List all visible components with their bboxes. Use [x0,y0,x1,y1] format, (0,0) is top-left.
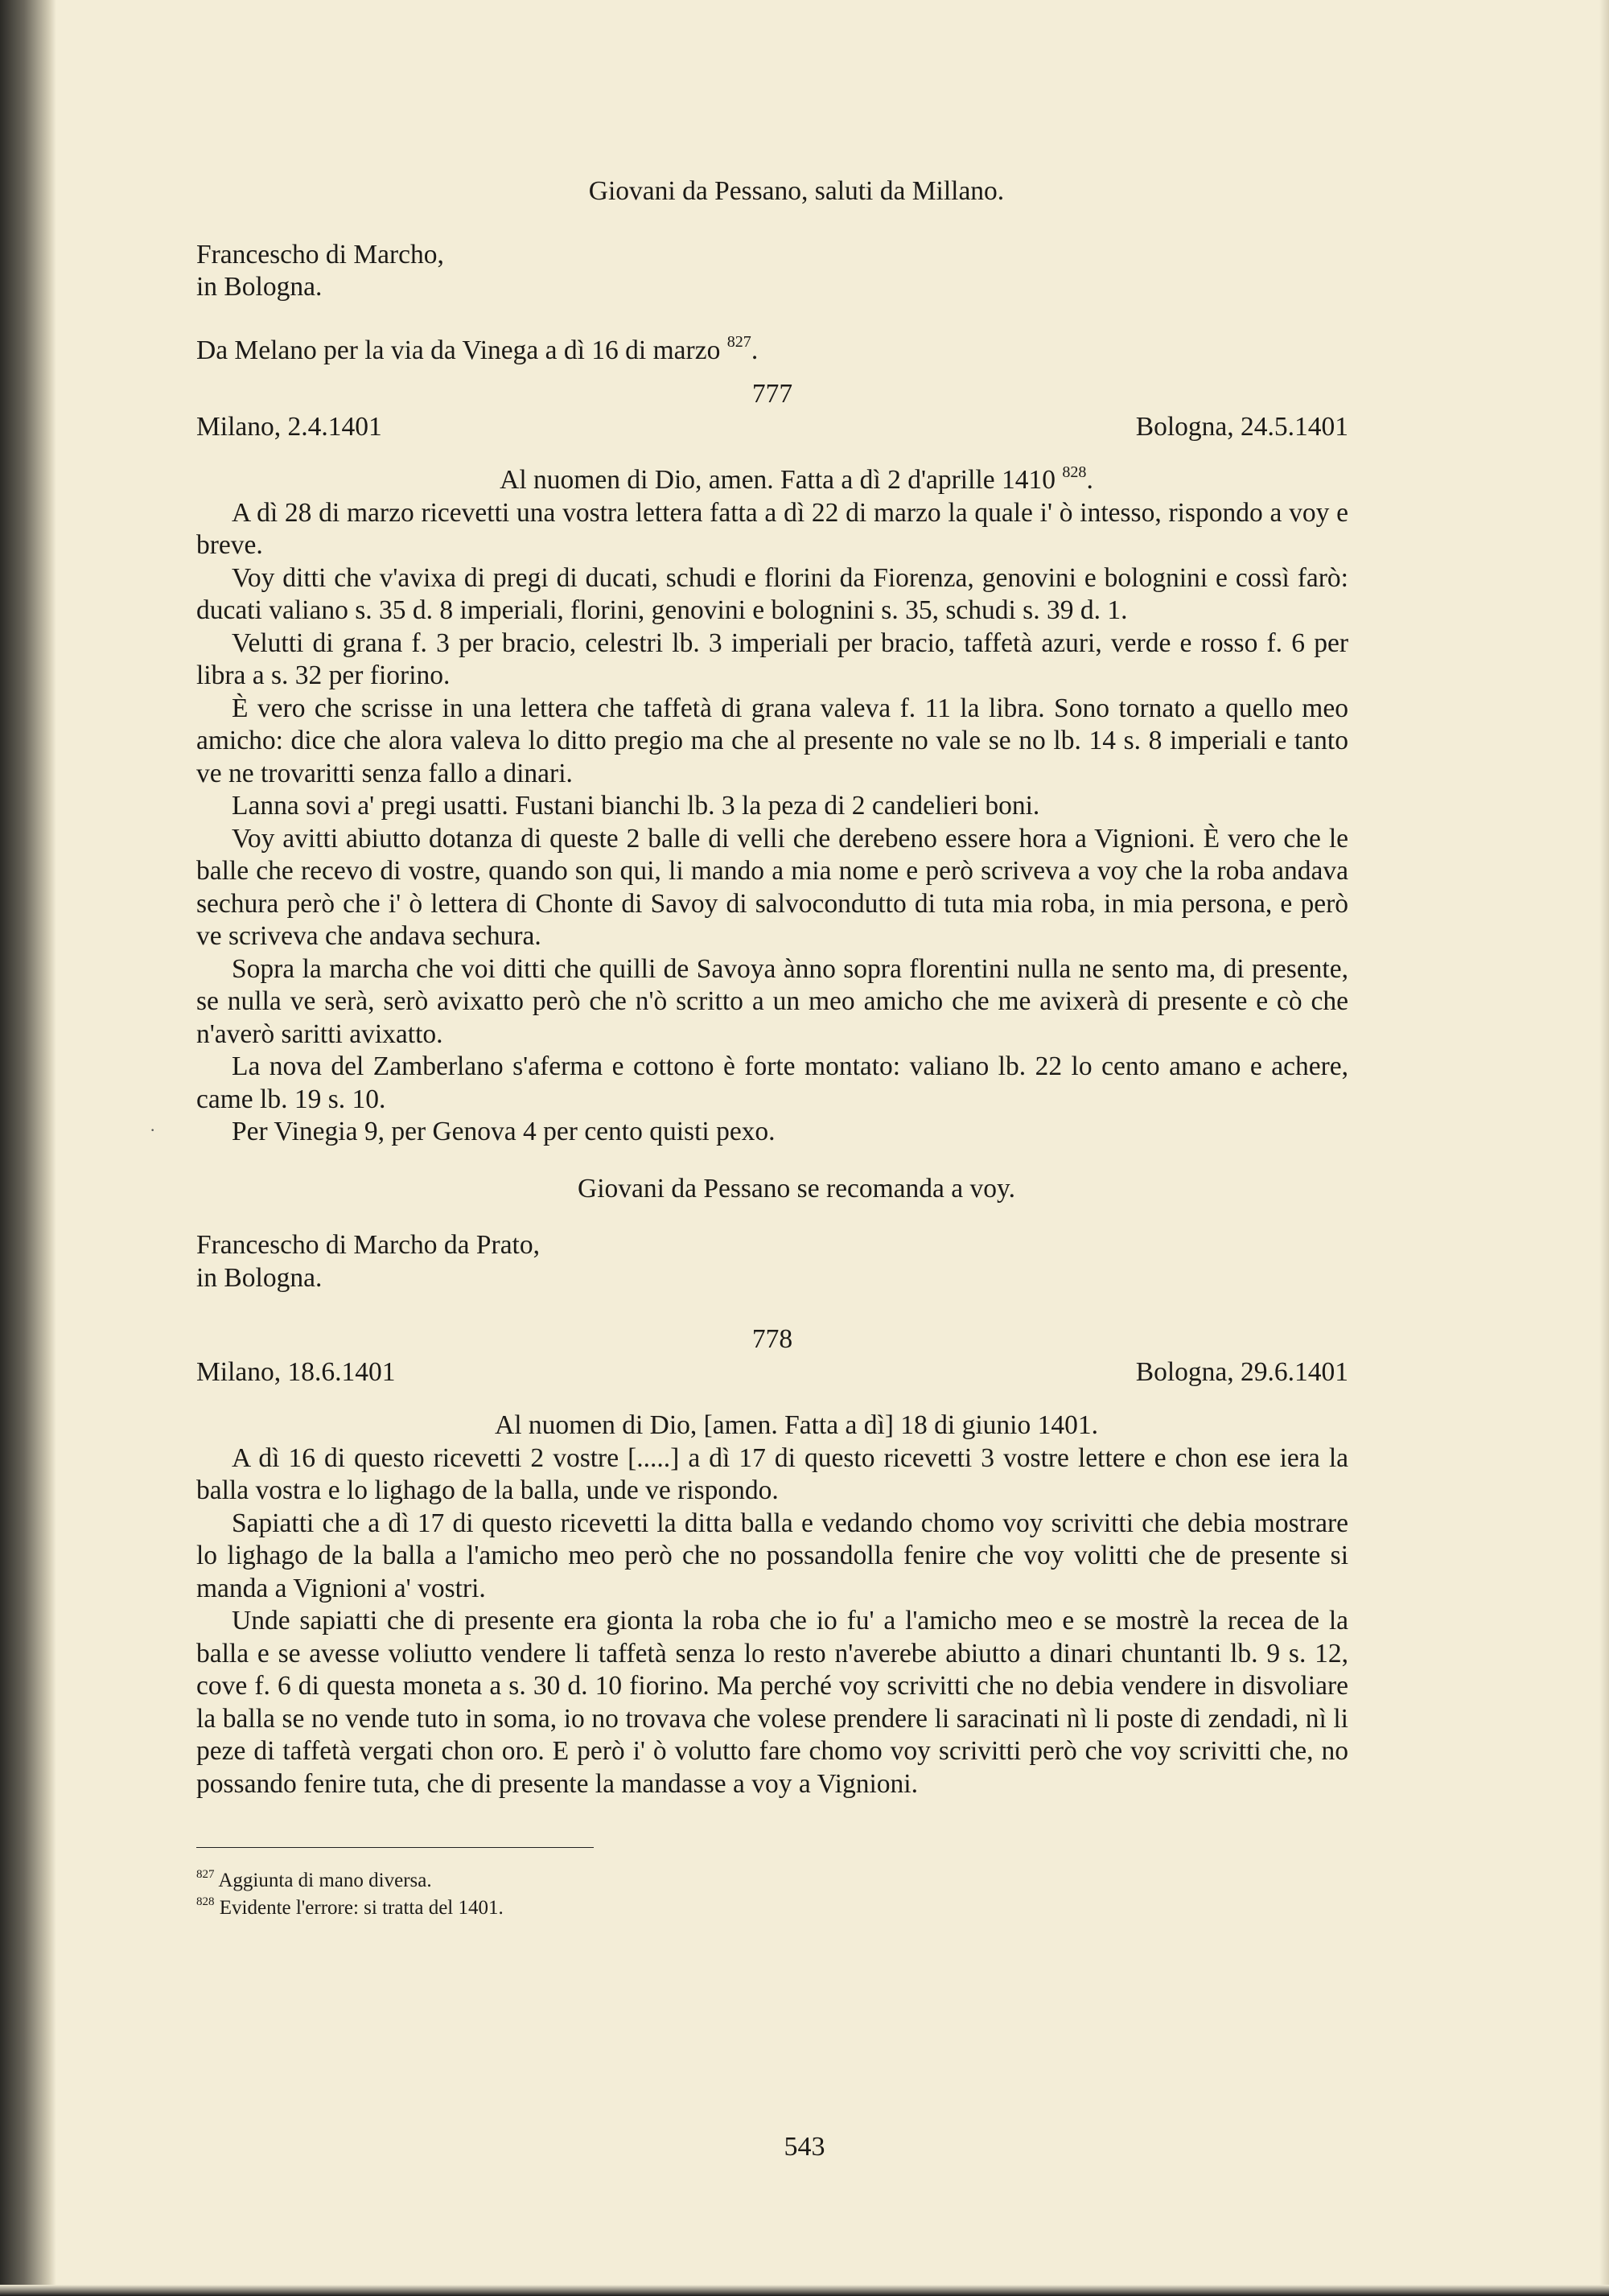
paragraph: A dì 16 di questo ricevetti 2 vostre [.....] a dì 17 di questo ricevetti 3 vostre lettere e chon ese iera la balla vostra e lo lighago de la balla, unde ve rispondo. [196,1442,1348,1505]
letter-number: 777 [751,379,793,409]
paragraph: Per Vinegia 9, per Genova 4 per cento quisti pexo. [232,1117,776,1146]
margin-dot: · [150,1120,156,1140]
page-edge [1599,0,1609,2296]
paragraph: È vero che scrisse in una lettera che taffetà di grana valeva f. 11 la libra. Sono tornato a quello meo amicho: dice che alora valeva lo ditto pregio ma che al presente no vale se no lb. 14 s. 8 imperiali e tanto ve ne trovaritti senza fallo a dinari. [196,693,1348,788]
footnote-number: 828 [196,1895,215,1909]
footnote-ref: 827 [726,333,751,352]
paragraph: A dì 28 di marzo ricevetti una vostra lettera fatta a dì 22 di marzo la quale i' ò intesso, rispondo a voy e breve. [196,497,1348,560]
paragraph: Lanna sovi a' pregi usatti. Fustani bianchi lb. 3 la peza di 2 candelieri boni. [232,791,1040,821]
recipient-line: in Bologna. [196,272,323,302]
footnote [196,1895,1348,1922]
footnote-ref: 828 [1062,463,1087,481]
salutation-text: Al nuomen di Dio, amen. Fatta a dì 2 d'aprille 1410 [500,465,1056,495]
salutation-end: . [1086,465,1093,495]
footnote-text: Aggiunta di mano diversa. [218,1870,432,1891]
book-gutter-shadow [0,0,56,2296]
paragraph: Unde sapiatti che di presente era gionta la roba che io fu' a l'amicho meo e se mostrè la recea de la balla e se avesse voliutto vendere li taffetà senza lo resto n'averebe abiutto a dinari chuntanti lb. 9 s. 12, cove f. 6 di questa moneta a s. 30 d. 10 fiorino. Ma perché voy scrivitti che no debia vendere in disvoliare la balla se no vende tuto in soma, io no trovava che volese prendere li saracinati nì li poste di zendadi, nì li peze di taffetà vergati chon oro. E però i' ò volutto fare chomo voy scrivitti però che voy scrivitti che, no possando fenire tuta, che di presente la mandasse a voy a Vignioni. [196,1606,1348,1799]
footnote-text: Evidente l'errore: si tratta del 1401. [219,1897,504,1919]
footnote-rule [196,1847,594,1848]
intro-recipient [196,239,1348,304]
page-body [196,175,1348,1922]
recipient-line: in Bologna. [196,1262,323,1293]
letter-to: Bologna, 29.6.1401 [1135,1356,1348,1387]
letter-salutation [196,464,1348,497]
footnote-number: 827 [196,1868,215,1882]
paragraph: Voy ditti che v'avixa di pregi di ducati, schudi e florini da Fiorenza, genovini e bolognini e cossì farò: ducati valiano s. 35 d. 8 imperiali, florini, genovini e bolognini s. 35, schudi s. 39 d. 1. [196,562,1348,625]
intro-route [196,335,1348,368]
paragraph: Sapiatti che a dì 17 di questo ricevetti la ditta balla e vedando chomo voy scrivitti che debia mostrare lo lighago de la balla a l'amicho meo però che no possandolla fenire che voy volitti che de presente si manda a Vignioni a' vostri. [196,1508,1348,1603]
recipient-line: Francescho di Marcho da Prato, [196,1230,540,1260]
paragraph: Sopra la marcha che voi ditti che quilli de Savoya ànno sopra florentini nulla ne sento ma, di presente, se nulla ve serà, serò avixatto però che n'ò scritto a un meo amicho che me avixerà di presente e cò che n'averò saritti avixatto. [196,953,1348,1049]
footnote [196,1867,1348,1895]
route-text: Da Melano per la via da Vinega a dì 16 di marzo [196,335,721,365]
letter-from: Milano, 2.4.1401 [196,411,382,442]
route-end: . [751,335,759,365]
letter-to: Bologna, 24.5.1401 [1135,411,1348,442]
letter-closing: Giovani da Pessano se recomanda a voy. [578,1173,1015,1204]
intro-closing: Giovani da Pessano, saluti da Millano. [588,176,1005,206]
letter-salutation: Al nuomen di Dio, [amen. Fatta a dì] 18 di giunio 1401. [495,1410,1098,1440]
paragraph: La nova del Zamberlano s'aferma e cottono è forte montato: valiano lb. 22 lo cento amano e achere, came lb. 19 s. 10. [196,1051,1348,1114]
letter-header [196,411,1348,444]
paragraph: Voy avitti abiutto dotanza di queste 2 balle di velli che derebeno essere hora a Vignioni. È vero che le balle che recevo di vostre, quando son qui, li mando a mia nome e però scriveva a voy che la roba andava sechura però che i' ò lettera di Chonte di Savoy di salvocondutto di tuta mia roba, in mia persona, e però ve scriveva che andava sechura. [196,823,1348,951]
letter-recipient [196,1229,1348,1294]
page-number: 543 [784,2132,825,2162]
letter-header [196,1356,1348,1389]
paragraph: Velutti di grana f. 3 per bracio, celestri lb. 3 imperiali per bracio, taffetà azuri, verde e rosso f. 6 per libra a s. 32 per fiorino. [196,627,1348,690]
recipient-line: Francescho di Marcho, [196,239,444,270]
letter-from: Milano, 18.6.1401 [196,1356,396,1387]
letter-number: 778 [751,1324,793,1354]
page-bottom-edge [0,2285,1609,2296]
